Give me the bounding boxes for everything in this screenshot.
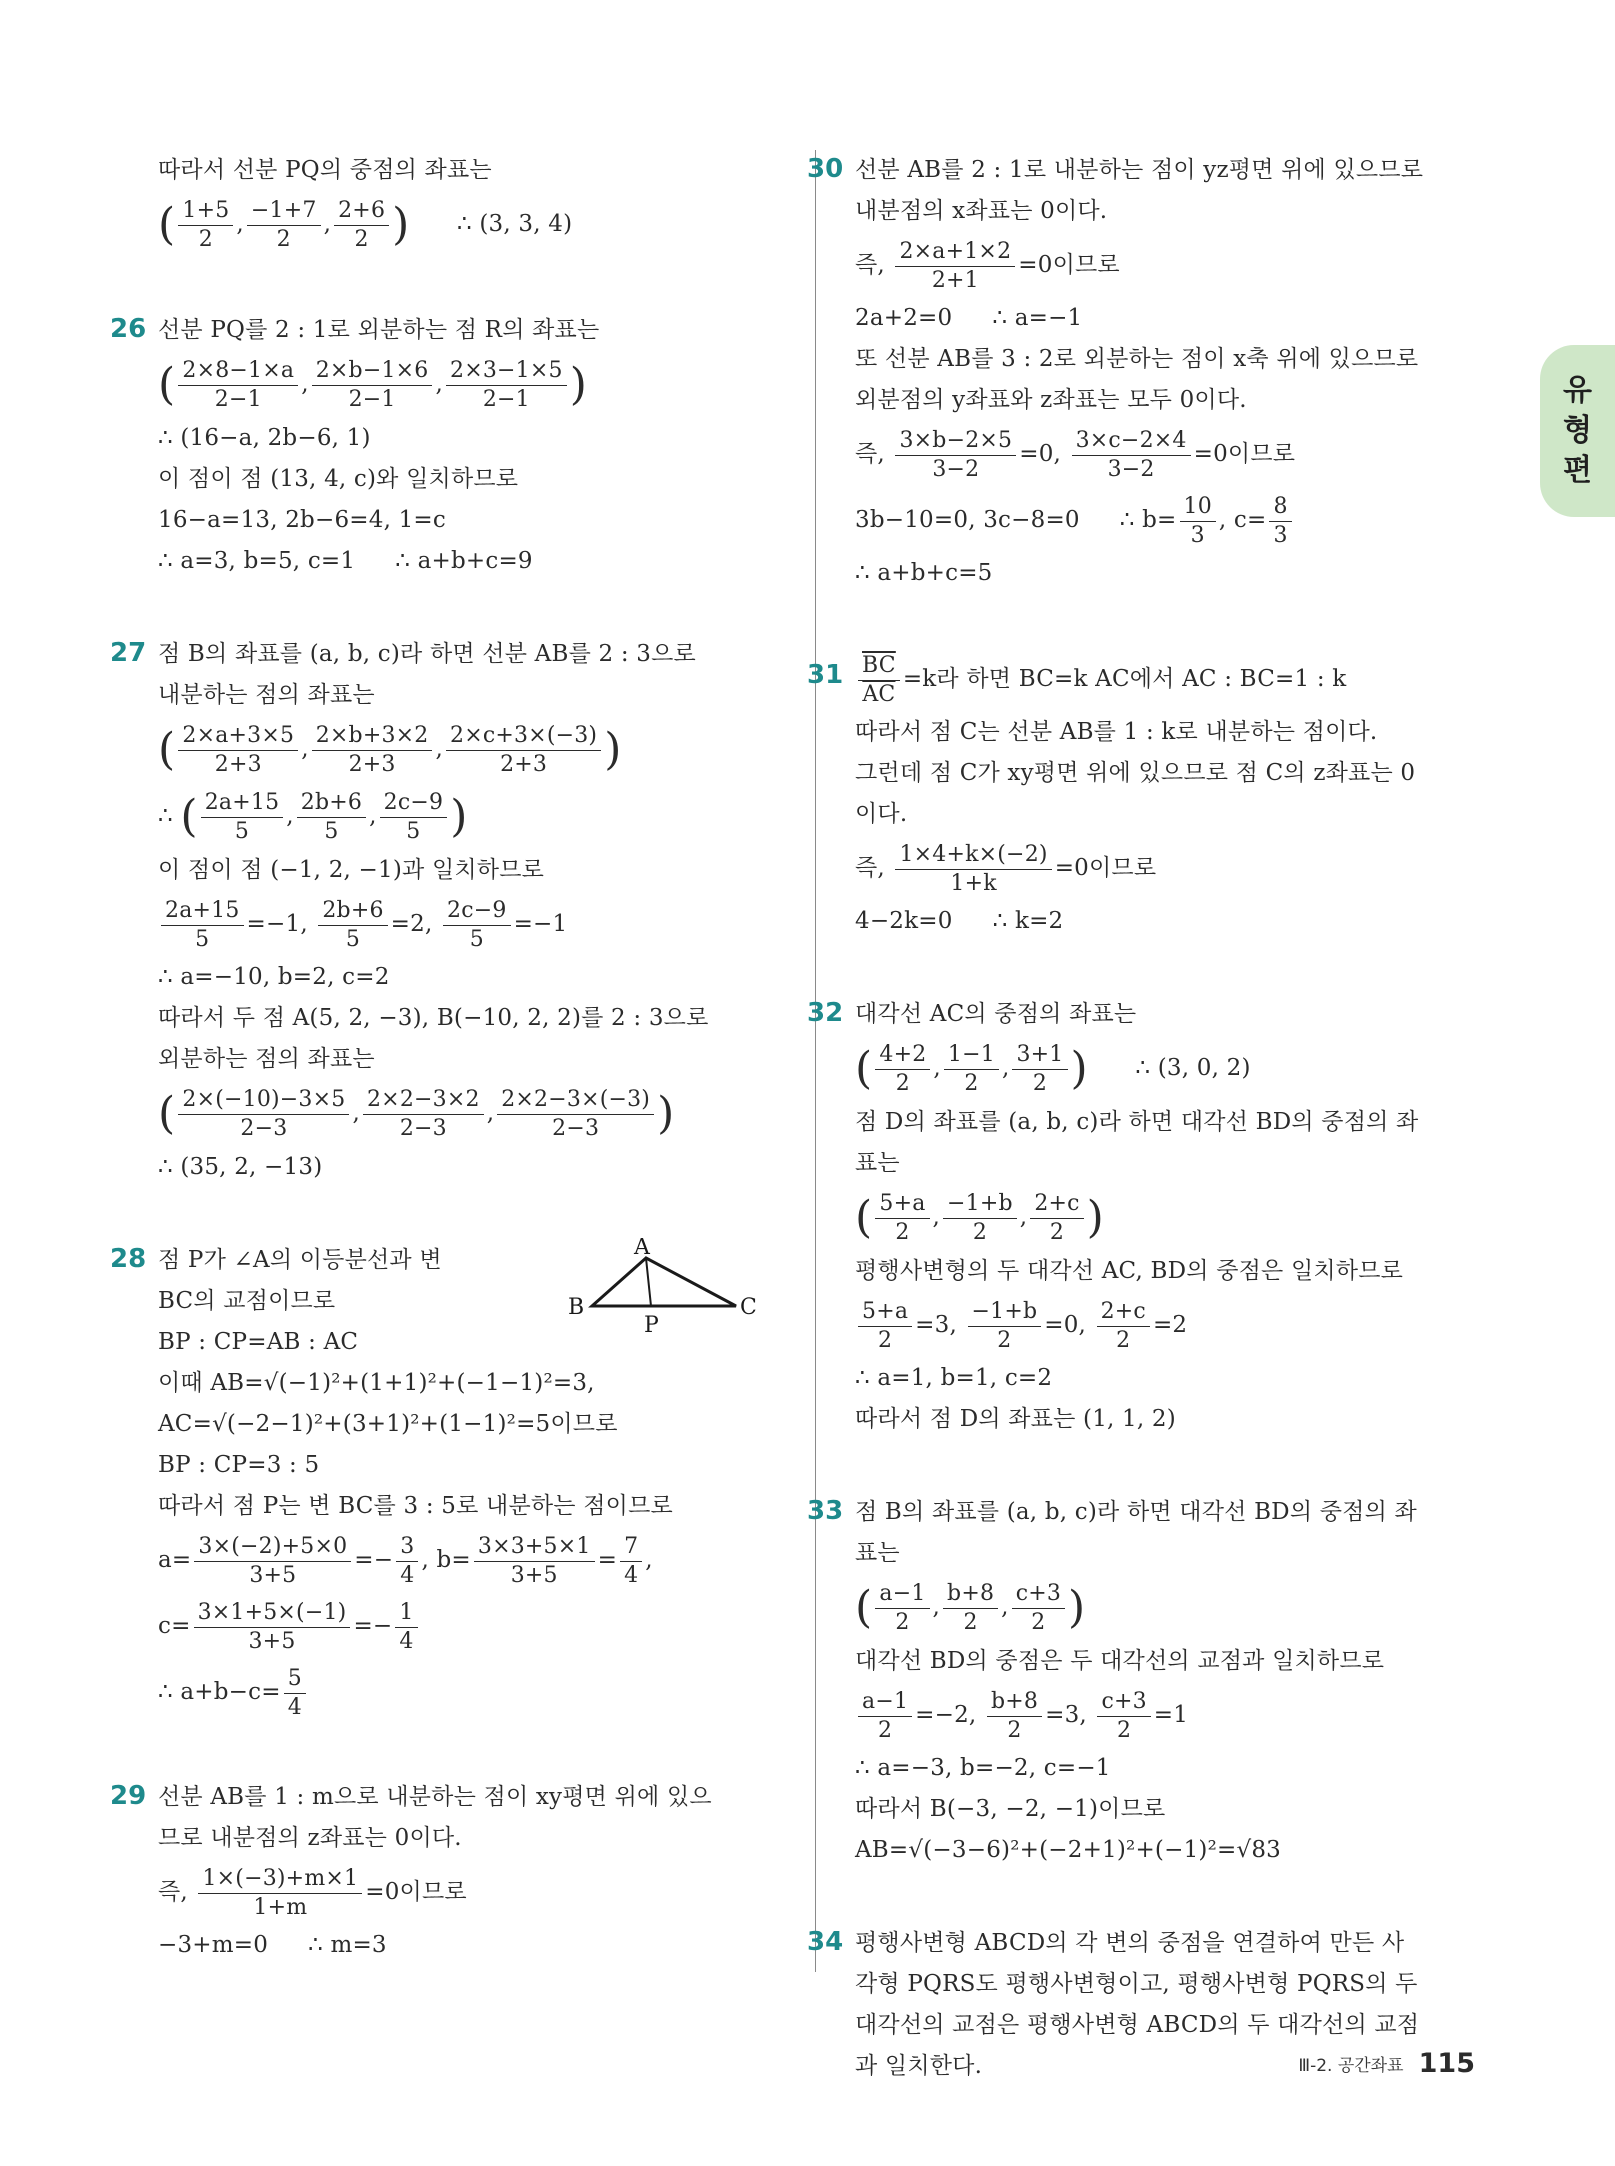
fraction: $\frac{3\times 1+5\times(-1)}{3+5}$ — [194, 1599, 351, 1656]
formula-line: 3b−10=0, 3c−8=0 ∴ b= $\frac{10}{3}$ , c= $\frac{8}{3}$ — [855, 487, 1475, 553]
text-line: 점 B의 좌표를 (a, b, c)라 하면 선분 AB를 2 : 3으로 — [158, 641, 696, 667]
text-line: 대각선의 교점은 평행사변형 ABCD의 두 대각선의 교점 — [855, 2012, 1420, 2038]
problem-number: 34 — [807, 1927, 844, 1957]
formula-line: 즉, $\frac{1\times(-3)+m\times 1}{1+m}$ =0이므로 — [158, 1865, 467, 1920]
formula-line: 즉, $\frac{1\times 4+k\times(-2)}{1+k}$ =0이므로 — [855, 841, 1157, 896]
fraction: $\frac{3\times c-2\times 4}{3-2}$ — [1072, 427, 1191, 484]
problem-number: 30 — [807, 154, 844, 184]
formula-line: ( $\frac{a-1}{2}$ , $\frac{b+8}{2}$ , $\frac{c+3}{2}$ ) — [855, 1580, 1086, 1635]
fraction: $\frac{b+8}{2}$ — [943, 1580, 998, 1637]
text-line: 이다. — [855, 801, 908, 827]
fraction: $\frac{c+3}{2}$ — [1012, 1580, 1065, 1637]
solution-26 — [110, 310, 778, 582]
formula-line: $\frac{2a+15}{5}$ =−1, $\frac{2b+6}{5}$ =2, $\frac{2c-9}{5}$ =−1 — [158, 891, 778, 957]
formula-line: $\frac{5+a}{2}$ =3, $\frac{-1+b}{2}$ =0, $\frac{2+c}{2}$ =2 — [855, 1292, 1475, 1358]
fraction: $\frac{10}{3}$ — [1180, 493, 1216, 550]
fraction: $\frac{a-1}{2}$ — [858, 1688, 912, 1745]
fraction: $\frac{1}{4}$ — [395, 1599, 417, 1656]
formula-line: ∴ a+b−c= $\frac{5}{4}$ — [158, 1659, 778, 1725]
fraction: $\frac{5+a}{2}$ — [858, 1298, 912, 1355]
text-line: 대각선 BD의 중점은 두 대각선의 교점과 일치하므로 — [855, 1648, 1385, 1674]
page-number: 115 — [1418, 2048, 1475, 2079]
formula-line: a= $\frac{3\times(-2)+5\times 0}{3+5}$ =− $\frac{3}{4}$ , b= $\frac{3\times 3+5\times 1}{3+5}$ = $\frac{7}{4}$ , — [158, 1533, 653, 1588]
fraction: $\frac{2\times 2-3\times(-3)}{2-3}$ — [497, 1086, 654, 1143]
fraction: $\frac{2b+6}{5}$ — [297, 789, 366, 846]
text-line: 따라서 점 P는 변 BC를 3 : 5로 내분하는 점이므로 — [158, 1493, 673, 1519]
formula-line: ( $\frac{1+5}{2}$ , $\frac{-1+7}{2}$ , $\frac{2+6}{2}$ ) ∴ (3, 3, 4) — [158, 197, 573, 252]
fraction: $\frac{1+5}{2}$ — [178, 197, 233, 254]
text-line: 따라서 두 점 A(5, 2, −3), B(−10, 2, 2)를 2 : 3으로 — [158, 1005, 709, 1031]
text-line: ∴ a=−10, b=2, c=2 — [158, 964, 390, 990]
formula-line: c= $\frac{3\times 1+5\times(-1)}{3+5}$ =− $\frac{1}{4}$ — [158, 1593, 778, 1659]
solution-27 — [110, 634, 778, 1188]
tab-char: 유 — [1563, 373, 1592, 408]
text-line: BC의 교점이므로 — [158, 1288, 336, 1314]
text-line: ∴ (35, 2, −13) — [158, 1154, 323, 1180]
vertex-label-b: B — [568, 1295, 585, 1320]
section-side-tab — [1540, 345, 1615, 517]
text-line: 이 점이 점 (13, 4, c)와 일치하므로 — [158, 466, 519, 492]
text-line: ∴ (16−a, 2b−6, 1) — [158, 425, 371, 451]
text-line: 그런데 점 C가 xy평면 위에 있으므로 점 C의 z좌표는 0 — [855, 760, 1416, 786]
text-line: 대각선 AC의 중점의 좌표는 — [855, 1001, 1137, 1027]
text-line: ∴ a=3, b=5, c=1 ∴ a+b+c=9 — [158, 548, 533, 574]
fraction: $\frac{3\times b-2\times 5}{3-2}$ — [895, 427, 1016, 484]
tab-char: 형 — [1563, 413, 1592, 448]
text-line: 과 일치한다. — [855, 2053, 983, 2079]
fraction: $\frac{4+2}{2}$ — [875, 1041, 930, 1098]
text-line: ∴ a=−3, b=−2, c=−1 — [855, 1755, 1111, 1781]
fraction: $\frac{a-1}{2}$ — [875, 1580, 929, 1637]
text-line: 점 P가 ∠A의 이등분선과 변 — [158, 1247, 442, 1273]
text-line: 따라서 B(−3, −2, −1)이므로 — [855, 1796, 1166, 1822]
fraction: $\frac{7}{4}$ — [620, 1533, 642, 1590]
vertex-label-a: A — [634, 1238, 650, 1260]
fraction: $\frac{3\times(-2)+5\times 0}{3+5}$ — [194, 1533, 351, 1590]
column-divider — [815, 150, 816, 1972]
problem-number: 32 — [807, 998, 844, 1028]
fraction: $\frac{5+a}{2}$ — [875, 1190, 929, 1247]
fraction: $\frac{2\times 8-1\times a}{2-1}$ — [178, 357, 298, 414]
fraction: $\frac{3\times 3+5\times 1}{3+5}$ — [474, 1533, 595, 1590]
fraction: $\frac{2\times(-10)-3\times 5}{2-3}$ — [178, 1086, 349, 1143]
text-line: 4−2k=0 ∴ k=2 — [855, 908, 1064, 934]
fraction: $\frac{-1+7}{2}$ — [247, 197, 321, 254]
fraction: $\frac{1\times 4+k\times(-2)}{1+k}$ — [895, 841, 1051, 898]
fraction: $\frac{2\times 3-1\times 5}{2-1}$ — [446, 357, 567, 414]
fraction: $\frac{\overline{BC}}{AC}$ — [858, 652, 900, 709]
fraction: $\frac{2a+15}{5}$ — [161, 897, 244, 954]
text-line: 표는 — [855, 1150, 900, 1176]
text-line: 내분하는 점의 좌표는 — [158, 682, 375, 708]
solution-31 — [807, 646, 1475, 942]
text-line: 각형 PQRS도 평행사변형이고, 평행사변형 PQRS의 두 — [855, 1971, 1418, 1997]
text-line: 따라서 선분 PQ의 중점의 좌표는 — [158, 157, 492, 183]
formula-line: 즉, $\frac{3\times b-2\times 5}{3-2}$ =0, $\frac{3\times c-2\times 4}{3-2}$ =0이므로 — [855, 427, 1296, 482]
tab-char: 편 — [1563, 453, 1592, 488]
text-line: 선분 AB를 1 : m으로 내분하는 점이 xy평면 위에 있으 — [158, 1784, 712, 1810]
formula-line: ( $\frac{5+a}{2}$ , $\frac{-1+b}{2}$ , $\frac{2+c}{2}$ ) — [855, 1190, 1105, 1245]
formula-line: 즉, $\frac{2\times a+1\times 2}{2+1}$ =0이므로 — [855, 238, 1120, 293]
point-label-p: P — [644, 1313, 659, 1338]
fraction: $\frac{2c-9}{5}$ — [380, 789, 448, 846]
text-line: 따라서 점 C는 선분 AB를 1 : k로 내분하는 점이다. — [855, 719, 1378, 745]
right-column — [807, 150, 1475, 2087]
formula-line: ( $\frac{2\times 8-1\times a}{2-1}$ , $\frac{2\times b-1\times 6}{2-1}$ , $\frac{2\times 3-1\times 5}{2-1}$ ) — [158, 357, 588, 412]
text-line: ∴ a=1, b=1, c=2 — [855, 1365, 1053, 1391]
text-line: 16−a=13, 2b−6=4, 1=c — [158, 507, 446, 533]
solution-33 — [807, 1492, 1475, 1871]
fraction: $\frac{8}{3}$ — [1269, 493, 1291, 550]
text-line: 이 점이 점 (−1, 2, −1)과 일치하므로 — [158, 857, 545, 883]
text-line: 또 선분 AB를 3 : 2로 외분하는 점이 x축 위에 있으므로 — [855, 346, 1419, 372]
solution-32 — [807, 994, 1475, 1440]
formula-line: ( $\frac{2\times a+3\times 5}{2+3}$ , $\frac{2\times b+3\times 2}{2+3}$ , $\frac{2\times c+3\times(-3)}{2+3}$ ) — [158, 722, 622, 777]
text-line: BP : CP=AB : AC — [158, 1329, 359, 1355]
fraction: $\frac{-1+b}{2}$ — [943, 1190, 1017, 1247]
fraction: $\frac{2\times c+3\times(-3)}{2+3}$ — [446, 722, 601, 779]
fraction: $\frac{2b+6}{5}$ — [318, 897, 387, 954]
fraction: $\frac{-1+b}{2}$ — [968, 1298, 1042, 1355]
text-line: AC=√(−2−1)²+(3+1)²+(1−1)²=5이므로 — [158, 1411, 618, 1437]
formula-line: ( $\frac{4+2}{2}$ , $\frac{1-1}{2}$ , $\frac{3+1}{2}$ ) ∴ (3, 0, 2) — [855, 1041, 1251, 1096]
fraction: $\frac{2\times b+3\times 2}{2+3}$ — [312, 722, 433, 779]
text-line: 평행사변형의 두 대각선 AC, BD의 중점은 일치하므로 — [855, 1258, 1404, 1284]
fraction: $\frac{2+c}{2}$ — [1097, 1298, 1150, 1355]
problem-number: 29 — [110, 1781, 147, 1811]
text-line: 외분점의 y좌표와 z좌표는 모두 0이다. — [855, 387, 1247, 413]
solution-29 — [110, 1777, 778, 1966]
text-line: 외분하는 점의 좌표는 — [158, 1046, 375, 1072]
fraction: $\frac{3+1}{2}$ — [1012, 1041, 1067, 1098]
text-line: 점 B의 좌표를 (a, b, c)라 하면 대각선 BD의 중점의 좌 — [855, 1499, 1417, 1525]
fraction: $\frac{c+3}{2}$ — [1097, 1688, 1150, 1745]
fraction: $\frac{2c-9}{5}$ — [443, 897, 511, 954]
fraction: $\frac{2+6}{2}$ — [334, 197, 389, 254]
text-line: 표는 — [855, 1540, 900, 1566]
fraction: $\frac{2\times 2-3\times 2}{2-3}$ — [363, 1086, 484, 1143]
text-line: 2a+2=0 ∴ a=−1 — [855, 305, 1083, 331]
vertex-label-c: C — [740, 1295, 757, 1320]
fraction: $\frac{2a+15}{5}$ — [201, 789, 284, 846]
text-line: 선분 AB를 2 : 1로 내분하는 점이 yz평면 위에 있으므로 — [855, 157, 1424, 183]
text-line: −3+m=0 ∴ m=3 — [158, 1932, 387, 1958]
text-line: 점 D의 좌표를 (a, b, c)라 하면 대각선 BD의 중점의 좌 — [855, 1109, 1419, 1135]
text-line: 따라서 점 D의 좌표는 (1, 1, 2) — [855, 1406, 1176, 1432]
text-line: 이때 AB=√(−1)²+(1+1)²+(−1−1)²=3, — [158, 1370, 595, 1396]
problem-number: 33 — [807, 1496, 844, 1526]
solution-30 — [807, 150, 1475, 594]
fraction: $\frac{2\times a+1\times 2}{2+1}$ — [895, 238, 1015, 295]
triangle-figure — [568, 1238, 768, 1338]
fraction: $\frac{1\times(-3)+m\times 1}{1+m}$ — [198, 1865, 362, 1922]
text-line: AB=√(−3−6)²+(−2+1)²+(−1)²=√83 — [855, 1837, 1281, 1863]
left-column — [110, 150, 778, 1966]
problem-number: 28 — [110, 1244, 147, 1274]
fraction: $\frac{2\times b-1\times 6}{2-1}$ — [312, 357, 433, 414]
fraction: $\frac{2\times a+3\times 5}{2+3}$ — [178, 722, 298, 779]
formula-line: ∴ ( $\frac{2a+15}{5}$ , $\frac{2b+6}{5}$ , $\frac{2c-9}{5}$ ) — [158, 789, 468, 844]
fraction: $\frac{1-1}{2}$ — [944, 1041, 999, 1098]
text-line: ∴ a+b+c=5 — [855, 560, 993, 586]
problem-number: 31 — [807, 660, 844, 690]
problem-number: 27 — [110, 638, 147, 668]
fraction: $\frac{2+c}{2}$ — [1030, 1190, 1083, 1247]
result: ∴ (3, 3, 4) — [457, 211, 573, 237]
formula-line: $\frac{\overline{BC}}{AC}$ =k라 하면 BC=k AC에서 AC : BC=1 : k — [855, 646, 1475, 712]
fraction: $\frac{b+8}{2}$ — [987, 1688, 1042, 1745]
fraction: $\frac{5}{4}$ — [284, 1665, 306, 1722]
fraction: $\frac{3}{4}$ — [396, 1533, 418, 1590]
text-line: 평행사변형 ABCD의 각 변의 중점을 연결하여 만든 사 — [855, 1930, 1405, 1956]
solution-25-continued — [158, 150, 778, 258]
text-line: 내분점의 x좌표는 0이다. — [855, 198, 1108, 224]
text-line: 므로 내분점의 z좌표는 0이다. — [158, 1825, 462, 1851]
solution-28 — [110, 1238, 778, 1725]
text-line: BP : CP=3 : 5 — [158, 1452, 320, 1478]
formula-line: $\frac{a-1}{2}$ =−2, $\frac{b+8}{2}$ =3, $\frac{c+3}{2}$ =1 — [855, 1682, 1475, 1748]
section-label: Ⅲ-2. 공간좌표 — [1298, 2056, 1404, 2076]
problem-number: 26 — [110, 314, 147, 344]
formula-line: ( $\frac{2\times(-10)-3\times 5}{2-3}$ , $\frac{2\times 2-3\times 2}{2-3}$ , $\frac{2\times 2-3\times(-3)}{2-3}$ ) — [158, 1086, 675, 1141]
text-line: 선분 PQ를 2 : 1로 외분하는 점 R의 좌표는 — [158, 317, 600, 343]
page-footer — [1298, 2048, 1475, 2079]
